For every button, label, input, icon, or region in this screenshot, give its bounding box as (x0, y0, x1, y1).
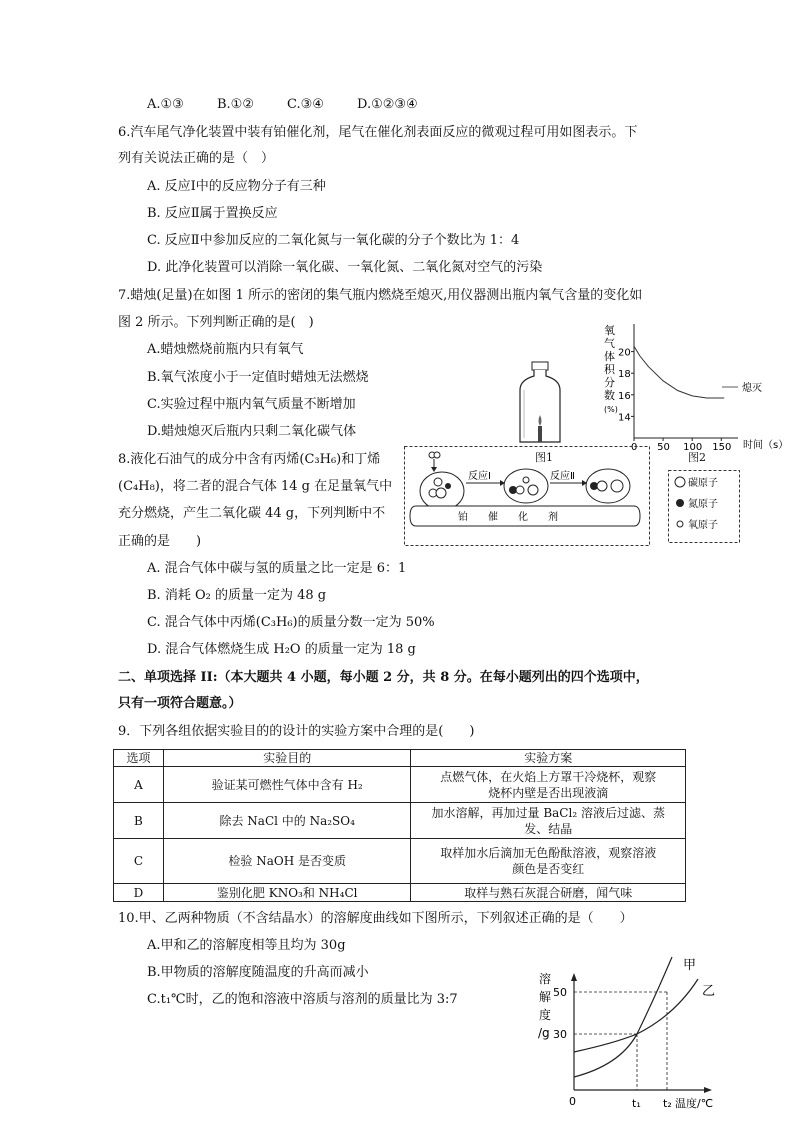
table-header-cell: 实验目的 (163, 750, 411, 767)
origin-label: 0 (569, 1095, 576, 1108)
chart-annotation-extinguished: 熄灭 (742, 383, 762, 394)
q10-option-b: B.甲物质的溶解度随温度的升高而减小 (147, 965, 369, 980)
chart-y-axis-title-char: 气 (604, 337, 615, 350)
q5-option-c: C.③④ (287, 97, 324, 112)
chart-x-tick-label: 0 (631, 442, 638, 453)
chart-x-tick-label: 100 (683, 442, 703, 453)
chart-y-axis-title (604, 323, 618, 414)
table-header-cell: 实验方案 (411, 750, 686, 767)
chart-y-tick-label: 16 (618, 390, 631, 402)
q7-option-a: A.蜡烛燃烧前瓶内只有氧气 (147, 342, 304, 357)
q7-option-d: D.蜡烛熄灭后瓶内只剩二氧化碳气体 (147, 424, 357, 439)
q10-option-c: C.t₁℃时，乙的饱和溶液中溶质与溶剂的质量比为 3:7 (147, 992, 458, 1007)
y-tick-50: 50 (553, 986, 567, 999)
q8-option-a: A. 混合气体中碳与氢的质量之比一定是 6：1 (147, 561, 407, 576)
q7-option-b: B.氧气浓度小于一定值时蜡烛无法燃烧 (147, 370, 369, 385)
q6-option-c: C. 反应Ⅱ中参加反应的二氧化氮与一氧化碳的分子个数比为 1：4 (147, 233, 520, 248)
reaction-figure (404, 446, 650, 546)
chart-y-axis-title-char: 数 (604, 389, 615, 402)
q8-option-c: C. 混合气体中丙烯(C₃H₆)的质量分数一定为 50% (147, 615, 435, 630)
curve-yi (574, 979, 698, 1052)
section2-heading-line2: 只有一项符合题意。） (118, 696, 242, 711)
legend-nitrogen: 氮原子 (688, 499, 718, 510)
x-axis-title: 温度/℃ (675, 1097, 714, 1110)
table-header-cell: 选项 (114, 750, 164, 767)
q10-stem: 10.甲、乙两种物质（不含结晶水）的溶解度曲线如下图所示，下列叙述正确的是（ ） (118, 911, 633, 926)
graph-ylabel-char: 溶 (539, 972, 552, 986)
graph-ylabel-char: /g (538, 1026, 550, 1040)
solubility-graph (530, 955, 730, 1115)
q9-table (113, 749, 686, 902)
chart-x-axis-title: 时间（s） (743, 440, 789, 451)
table-cell-option: B (114, 803, 164, 839)
table-cell-plan: 取样与熟石灰混合研磨，闻气味 (411, 884, 686, 902)
table-row (114, 803, 686, 839)
table-cell-plan: 点燃气体，在火焰上方罩干冷烧杯，观察 烧杯内壁是否出现液滴 (411, 767, 686, 803)
curve-label-jia: 甲 (683, 958, 697, 973)
table-row (114, 767, 686, 803)
q5-option-d: D.①②③④ (357, 97, 418, 112)
x-tick-t1: t₁ (632, 1097, 641, 1110)
q7-stem-line1: 7.蜡烛(足量)在如图 1 所示的密闭的集气瓶内燃烧至熄灭,用仪器测出瓶内氧气含量的变化如 (118, 288, 643, 303)
gas-bottle-figure (510, 360, 570, 455)
graph-ylabel-char: 度 (539, 1008, 552, 1022)
q5-option-a: A.①③ (147, 97, 184, 112)
chart-y-axis-title-char: (%) (604, 405, 618, 414)
section2-heading-line1: 二、单项选择 II:（本大题共 4 小题，每小题 2 分，共 8 分。在每小题列出的四个选项中， (118, 670, 649, 685)
q10-option-a: A.甲和乙的溶解度相等且均为 30g (147, 938, 346, 953)
q8-stem-line1: 8.液化石油气的成分中含有丙烯(C₃H₆)和丁烯 (118, 452, 381, 467)
q6-stem-line1: 6.汽车尾气净化装置中装有铂催化剂，尾气在催化剂表面反应的微观过程可用如图表示。下 (118, 125, 638, 140)
x-tick-t2: t₂ (663, 1097, 672, 1110)
reaction-2-label: 反应Ⅱ (550, 471, 575, 482)
chart-x-tick-label: 50 (657, 442, 670, 453)
chart-y-tick-label: 14 (618, 412, 631, 424)
nitrogen-atom-icon (676, 499, 684, 507)
table-cell-plan: 取样加水后滴加无色酚酞溶液，观察溶液 颜色是否变红 (411, 839, 686, 884)
curve-label-yi: 乙 (702, 984, 716, 999)
q8-stem-line4: 正确的是 ) (118, 534, 202, 549)
q6-option-b: B. 反应Ⅱ属于置换反应 (147, 206, 278, 221)
q8-stem-line3: 充分燃烧，产生二氧化碳 44 g，下列判断中不 (118, 506, 386, 521)
curve-jia (574, 957, 672, 1077)
table-cell-goal: 验证某可燃性气体中含有 H₂ (163, 767, 411, 803)
chart-y-axis-title-char: 氧 (604, 324, 615, 337)
legend-oxygen: 氧原子 (688, 520, 718, 531)
y-tick-30: 30 (553, 1028, 567, 1041)
q8-option-d: D. 混合气体燃烧生成 H₂O 的质量一定为 18 g (147, 642, 416, 657)
table-cell-goal: 检验 NaOH 是否变质 (163, 839, 411, 884)
q9-stem: 9．下列各组依据实验目的的设计的实验方案中合理的是( ) (118, 724, 475, 739)
chart-y-tick-label: 18 (618, 369, 631, 381)
q7-stem-line2: 图 2 所示。下列判断正确的是( ) (118, 315, 314, 330)
table-row (114, 884, 686, 902)
fig1-caption: 图1 (535, 451, 553, 464)
chart-y-tick-label: 20 (618, 347, 631, 359)
oxygen-atom-icon (677, 521, 683, 527)
table-cell-option: C (114, 839, 164, 884)
table-cell-option: D (114, 884, 164, 902)
carbon-atom-icon (675, 477, 685, 487)
table-cell-goal: 除去 NaCl 中的 Na₂SO₄ (163, 803, 411, 839)
q6-option-a: A. 反应Ⅰ中的反应物分子有三种 (147, 179, 326, 194)
q8-stem-line2: (C₄H₈)，将二者的混合气体 14 g 在足量氧气中 (118, 479, 393, 494)
q7-option-c: C.实验过程中瓶内氧气质量不断增加 (147, 397, 356, 412)
catalyst-label: 铂 催 化 剂 (458, 512, 558, 523)
atom-legend (668, 470, 740, 544)
chart-y-axis-title-char: 体 (604, 350, 615, 363)
chart-x-tick-label: 150 (712, 442, 732, 453)
table-cell-goal: 鉴别化肥 KNO₃和 NH₄Cl (163, 884, 411, 902)
fig2-caption: 图2 (688, 451, 706, 464)
chart-y-axis-title-char: 积 (604, 363, 615, 376)
legend-carbon: 碳原子 (688, 478, 718, 489)
table-cell-plan: 加水溶解，再加过量 BaCl₂ 溶液后过滤、蒸 发、结晶 (411, 803, 686, 839)
table-header-row (114, 750, 686, 767)
q5-option-b: B.①② (217, 97, 254, 112)
chart-series-line (634, 346, 724, 398)
table-cell-option: A (114, 767, 164, 803)
q6-option-d: D. 此净化装置可以消除一氧化碳、一氧化氮、二氧化氮对空气的污染 (147, 260, 543, 275)
graph-ylabel-char: 解 (539, 990, 552, 1004)
q6-stem-line2: 列有关说法正确的是（ ） (118, 151, 275, 166)
q8-option-b: B. 消耗 O₂ 的质量一定为 48 g (147, 588, 327, 603)
candle-icon (538, 426, 542, 442)
reaction-1-label: 反应Ⅰ (468, 471, 491, 482)
table-row (114, 839, 686, 884)
chart-y-axis-title-char: 分 (604, 376, 615, 389)
